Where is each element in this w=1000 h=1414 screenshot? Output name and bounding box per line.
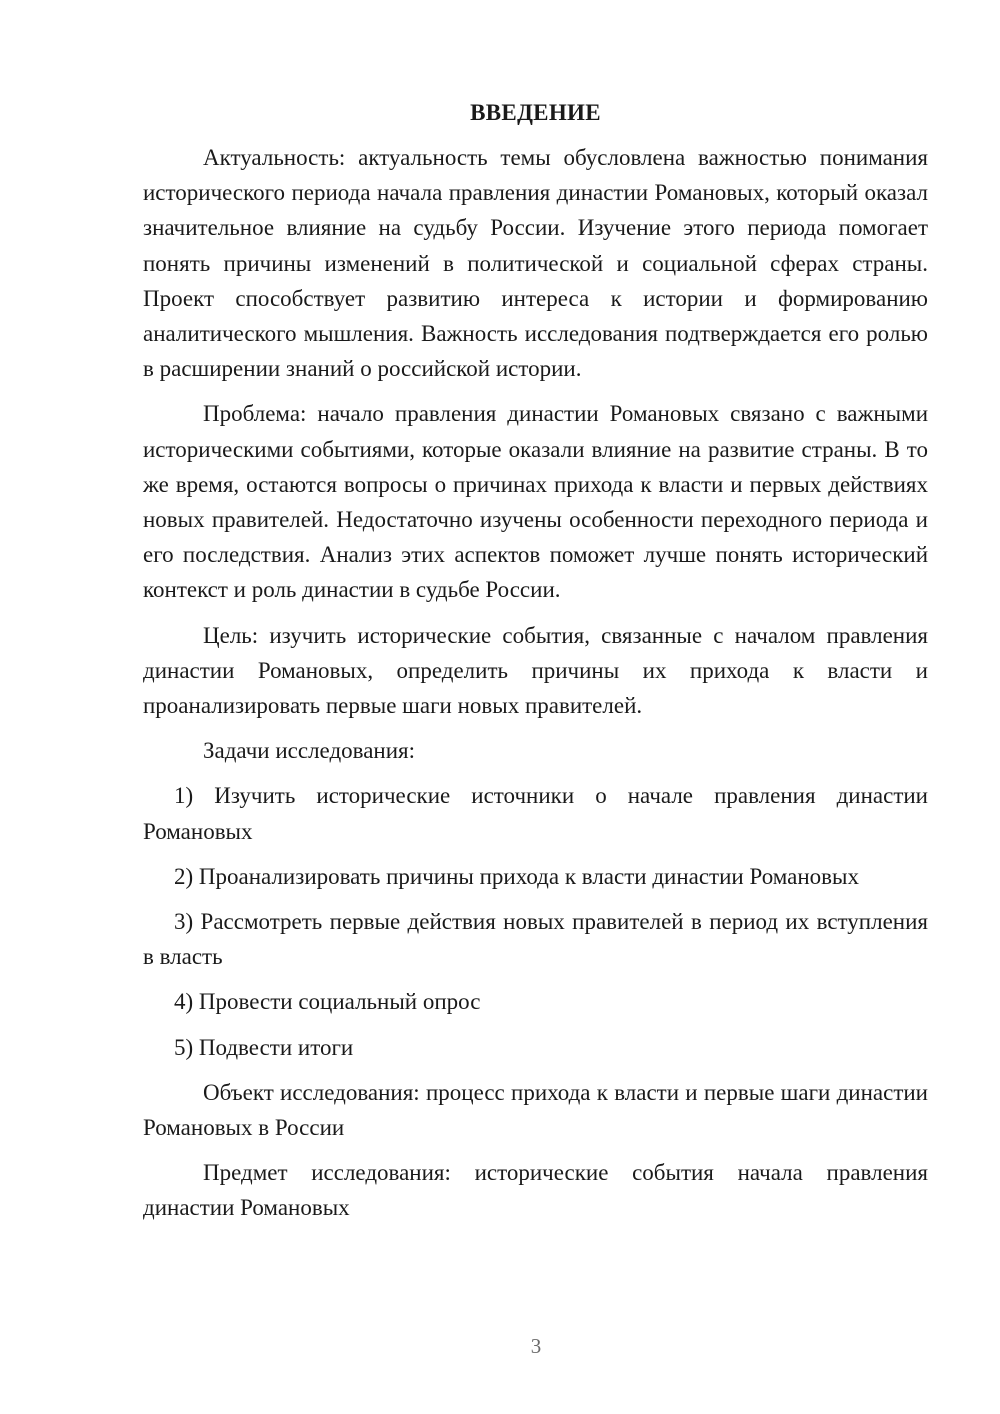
tasks-header: Задачи исследования:	[203, 738, 416, 764]
paragraph-goal: Цель: изучить исторические события, связанные с началом правления династии Романовых, определить причины их прихода к власти и проанализировать первые шаги новых правителей.	[143, 622, 928, 719]
task-item: 4) Провести социальный опрос	[174, 989, 481, 1015]
task-item: 3) Рассмотреть первые действия новых правителей в период их вступления в власть	[143, 909, 928, 970]
page-title: ВВЕДЕНИЕ	[470, 100, 601, 125]
paragraph-subject: Предмет исследования: исторические события начала правления династии Романовых	[143, 1160, 928, 1221]
paragraph-relevance: Актуальность: актуальность темы обусловлена важностью понимания исторического периода начала правления династии Романовых, который оказал значительное влияние на судьбу России. Изучение этого периода помогает понять причины изменений в политической и социальной сферах страны. Проект способствует развитию интереса к истории и формированию аналитического мышления. Важность исследования подтверждается его ролью в расширении знаний о российской истории.	[143, 145, 928, 382]
paragraph-problem: Проблема: начало правления династии Романовых связано с важными историческими событиями, которые оказали влияние на развитие страны. В то же время, остаются вопросы о причинах прихода к власти и первых действиях новых правителей. Недостаточно изучены особенности переходного периода и его последствия. Анализ этих аспектов поможет лучше понять исторический контекст и роль династии в судьбе России.	[143, 401, 928, 603]
document-page	[143, 95, 928, 1236]
page-number: 3	[530, 1334, 542, 1358]
tasks-list	[143, 778, 928, 1064]
task-item: 2) Проанализировать причины прихода к власти династии Романовых	[174, 863, 859, 889]
paragraph-object: Объект исследования: процесс прихода к власти и первые шаги династии Романовых в России	[143, 1079, 928, 1141]
task-item: 5) Подвести итоги	[174, 1034, 354, 1060]
task-item: 1) Изучить исторические источники о начале правления династии Романовых	[143, 783, 928, 844]
